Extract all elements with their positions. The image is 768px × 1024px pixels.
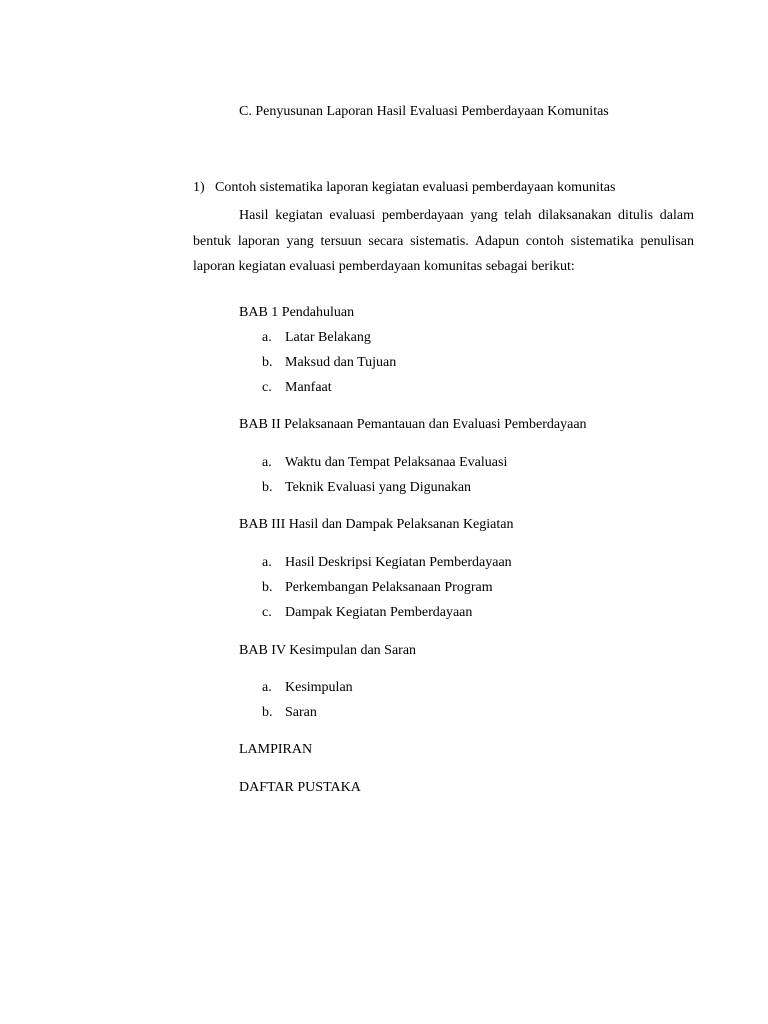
numbered-point xyxy=(193,181,615,195)
list-text: Perkembangan Pelaksanaan Program xyxy=(285,580,493,595)
list-item xyxy=(262,356,396,370)
list-letter: a. xyxy=(262,455,272,470)
list-text: Latar Belakang xyxy=(285,330,371,345)
section-title: C. Penyusunan Laporan Hasil Evaluasi Pemberdayaan Komunitas xyxy=(239,104,609,119)
list-item xyxy=(262,581,493,595)
list-text: Kesimpulan xyxy=(285,680,353,695)
chapter-title: BAB II Pelaksanaan Pemantauan dan Evaluasi Pemberdayaan xyxy=(239,417,587,432)
list-item xyxy=(262,381,332,395)
point-number: 1) xyxy=(193,180,205,195)
list-letter: a. xyxy=(262,680,272,695)
appendix-heading: LAMPIRAN xyxy=(239,742,313,757)
list-letter: b. xyxy=(262,355,273,370)
list-item xyxy=(262,481,471,495)
list-item xyxy=(262,556,512,570)
chapter-title: BAB III Hasil dan Dampak Pelaksanan Kegiatan xyxy=(239,517,514,532)
list-item xyxy=(262,681,353,695)
list-text: Maksud dan Tujuan xyxy=(285,355,397,370)
list-letter: c. xyxy=(262,380,272,395)
list-letter: c. xyxy=(262,605,272,620)
list-letter: b. xyxy=(262,580,273,595)
list-letter: b. xyxy=(262,480,273,495)
list-text: Waktu dan Tempat Pelaksanaa Evaluasi xyxy=(285,455,508,470)
body-paragraph: Hasil kegiatan evaluasi pemberdayaan yang telah dilaksanakan ditulis dalam bentuk laporan yang tersuun secara sistematis. Adapun contoh sistematika penulisan laporan kegiatan evaluasi pemberdayaan komunitas sebagai berikut: xyxy=(193,208,694,274)
list-item xyxy=(262,606,472,620)
bibliography-heading: DAFTAR PUSTAKA xyxy=(239,780,361,795)
chapter-title: BAB 1 Pendahuluan xyxy=(239,305,355,320)
list-item xyxy=(262,331,371,345)
list-text: Dampak Kegiatan Pemberdayaan xyxy=(285,605,473,620)
list-item xyxy=(262,706,317,720)
list-text: Manfaat xyxy=(285,380,332,395)
list-letter: a. xyxy=(262,330,272,345)
list-text: Saran xyxy=(285,705,317,720)
point-text: Contoh sistematika laporan kegiatan evaluasi pemberdayaan komunitas xyxy=(215,180,616,195)
list-text: Teknik Evaluasi yang Digunakan xyxy=(285,480,472,495)
list-item xyxy=(262,456,507,470)
chapter-title: BAB IV Kesimpulan dan Saran xyxy=(239,643,417,658)
list-letter: a. xyxy=(262,555,272,570)
list-text: Hasil Deskripsi Kegiatan Pemberdayaan xyxy=(285,555,512,570)
list-letter: b. xyxy=(262,705,273,720)
